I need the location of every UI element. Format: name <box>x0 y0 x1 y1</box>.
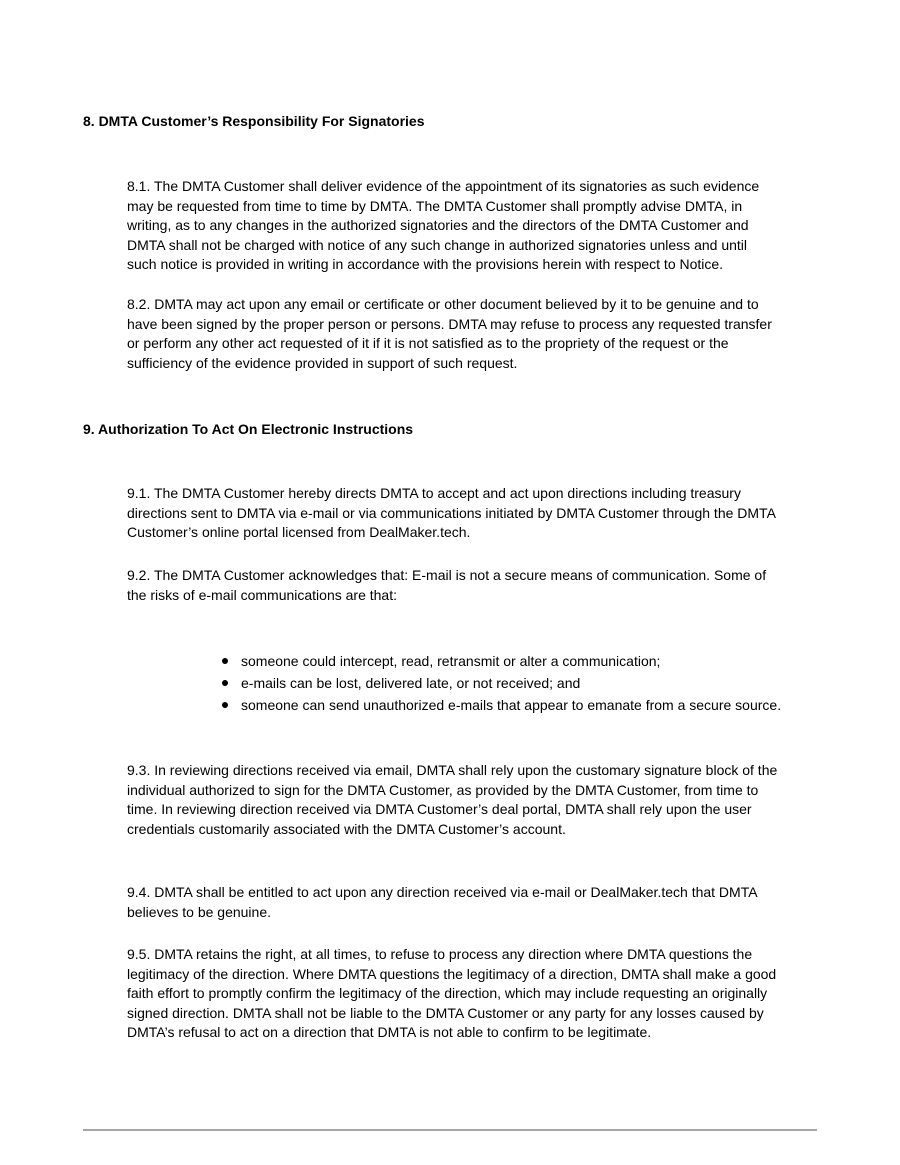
text-line: believes to be genuine. <box>127 903 271 920</box>
text-line: legitimacy of the direction. Where DMTA questions the legitimacy of a direction, DMTA shall make a good <box>127 965 777 982</box>
paragraph-8-2 <box>127 295 827 373</box>
section-9-heading: 9. Authorization To Act On Electronic Instructions <box>83 421 414 437</box>
text-line: 9.4. DMTA shall be entitled to act upon any direction received via e-mail or DealMaker.tech that DMTA <box>127 884 758 900</box>
text-line: 9.3. In reviewing directions received via email, DMTA shall rely upon the customary signature block of the <box>127 762 778 778</box>
text-line: signed direction. DMTA shall not be liable to the DMTA Customer or any party for any losses caused by <box>127 1004 764 1021</box>
text-line: DMTA’s refusal to act on a direction that DMTA is not able to confirm to be legitimate. <box>127 1024 652 1041</box>
text-line: 9.1. The DMTA Customer hereby directs DMTA to accept and act upon directions including treasury <box>127 485 741 501</box>
footer-divider <box>83 1129 817 1131</box>
list-item-text: e-mails can be lost, delivered late, or not received; and <box>241 675 581 691</box>
text-line: directions sent to DMTA via e-mail or via communications initiated by DMTA Customer through the DMTA <box>127 504 776 521</box>
text-line: faith effort to promptly confirm the legitimacy of the direction, which may include requesting an originally <box>127 985 768 1002</box>
text-line: 9.2. The DMTA Customer acknowledges that: E-mail is not a secure means of communication. Some of <box>127 567 767 583</box>
paragraph-9-1 <box>127 484 827 543</box>
risk-bullet-list <box>220 650 840 716</box>
text-line: individual authorized to sign for the DMTA Customer, as provided by the DMTA Customer, from time to <box>127 781 759 798</box>
list-item <box>220 672 840 694</box>
paragraph-9-2 <box>127 566 827 605</box>
paragraph-9-3 <box>127 761 827 839</box>
list-item-text: someone could intercept, read, retransmit or alter a communication; <box>241 653 661 669</box>
paragraph-9-5 <box>127 945 827 1043</box>
bullet-icon <box>222 702 228 708</box>
text-line: may be requested from time to time by DMTA. The DMTA Customer shall promptly advise DMTA, in <box>127 197 743 214</box>
paragraph-8-1 <box>127 177 827 275</box>
list-item <box>220 694 840 716</box>
list-item-text: someone can send unauthorized e-mails that appear to emanate from a secure source. <box>241 697 782 713</box>
bullet-icon <box>222 658 228 664</box>
paragraph-9-4 <box>127 883 827 922</box>
text-line: the risks of e-mail communications are that: <box>127 586 397 603</box>
text-line: 8.1. The DMTA Customer shall deliver evidence of the appointment of its signatories as such evidence <box>127 178 760 194</box>
text-line: have been signed by the proper person or persons. DMTA may refuse to process any requested transfer <box>127 315 772 332</box>
text-line: or perform any other act requested of it if it is not satisfied as to the propriety of the request or the <box>127 335 729 352</box>
text-line: DMTA shall not be charged with notice of any such change in authorized signatories unless and until <box>127 236 747 253</box>
text-line: time. In reviewing direction received via DMTA Customer’s deal portal, DMTA shall rely upon the user <box>127 801 752 818</box>
text-line: credentials customarily associated with the DMTA Customer’s account. <box>127 820 566 837</box>
bullet-icon <box>222 680 228 686</box>
section-8-heading: 8. DMTA Customer’s Responsibility For Signatories <box>83 113 425 129</box>
text-line: sufficiency of the evidence provided in support of such request. <box>127 354 518 371</box>
text-line: 9.5. DMTA retains the right, at all times, to refuse to process any direction where DMTA questions the <box>127 946 753 962</box>
text-line: writing, as to any changes in the authorized signatories and the directors of the DMTA Customer and <box>127 217 749 234</box>
text-line: Customer’s online portal licensed from DealMaker.tech. <box>127 524 471 541</box>
text-line: 8.2. DMTA may act upon any email or certificate or other document believed by it to be genuine and to <box>127 296 759 312</box>
text-line: such notice is provided in writing in accordance with the provisions herein with respect to Notice. <box>127 256 724 273</box>
list-item <box>220 650 840 672</box>
